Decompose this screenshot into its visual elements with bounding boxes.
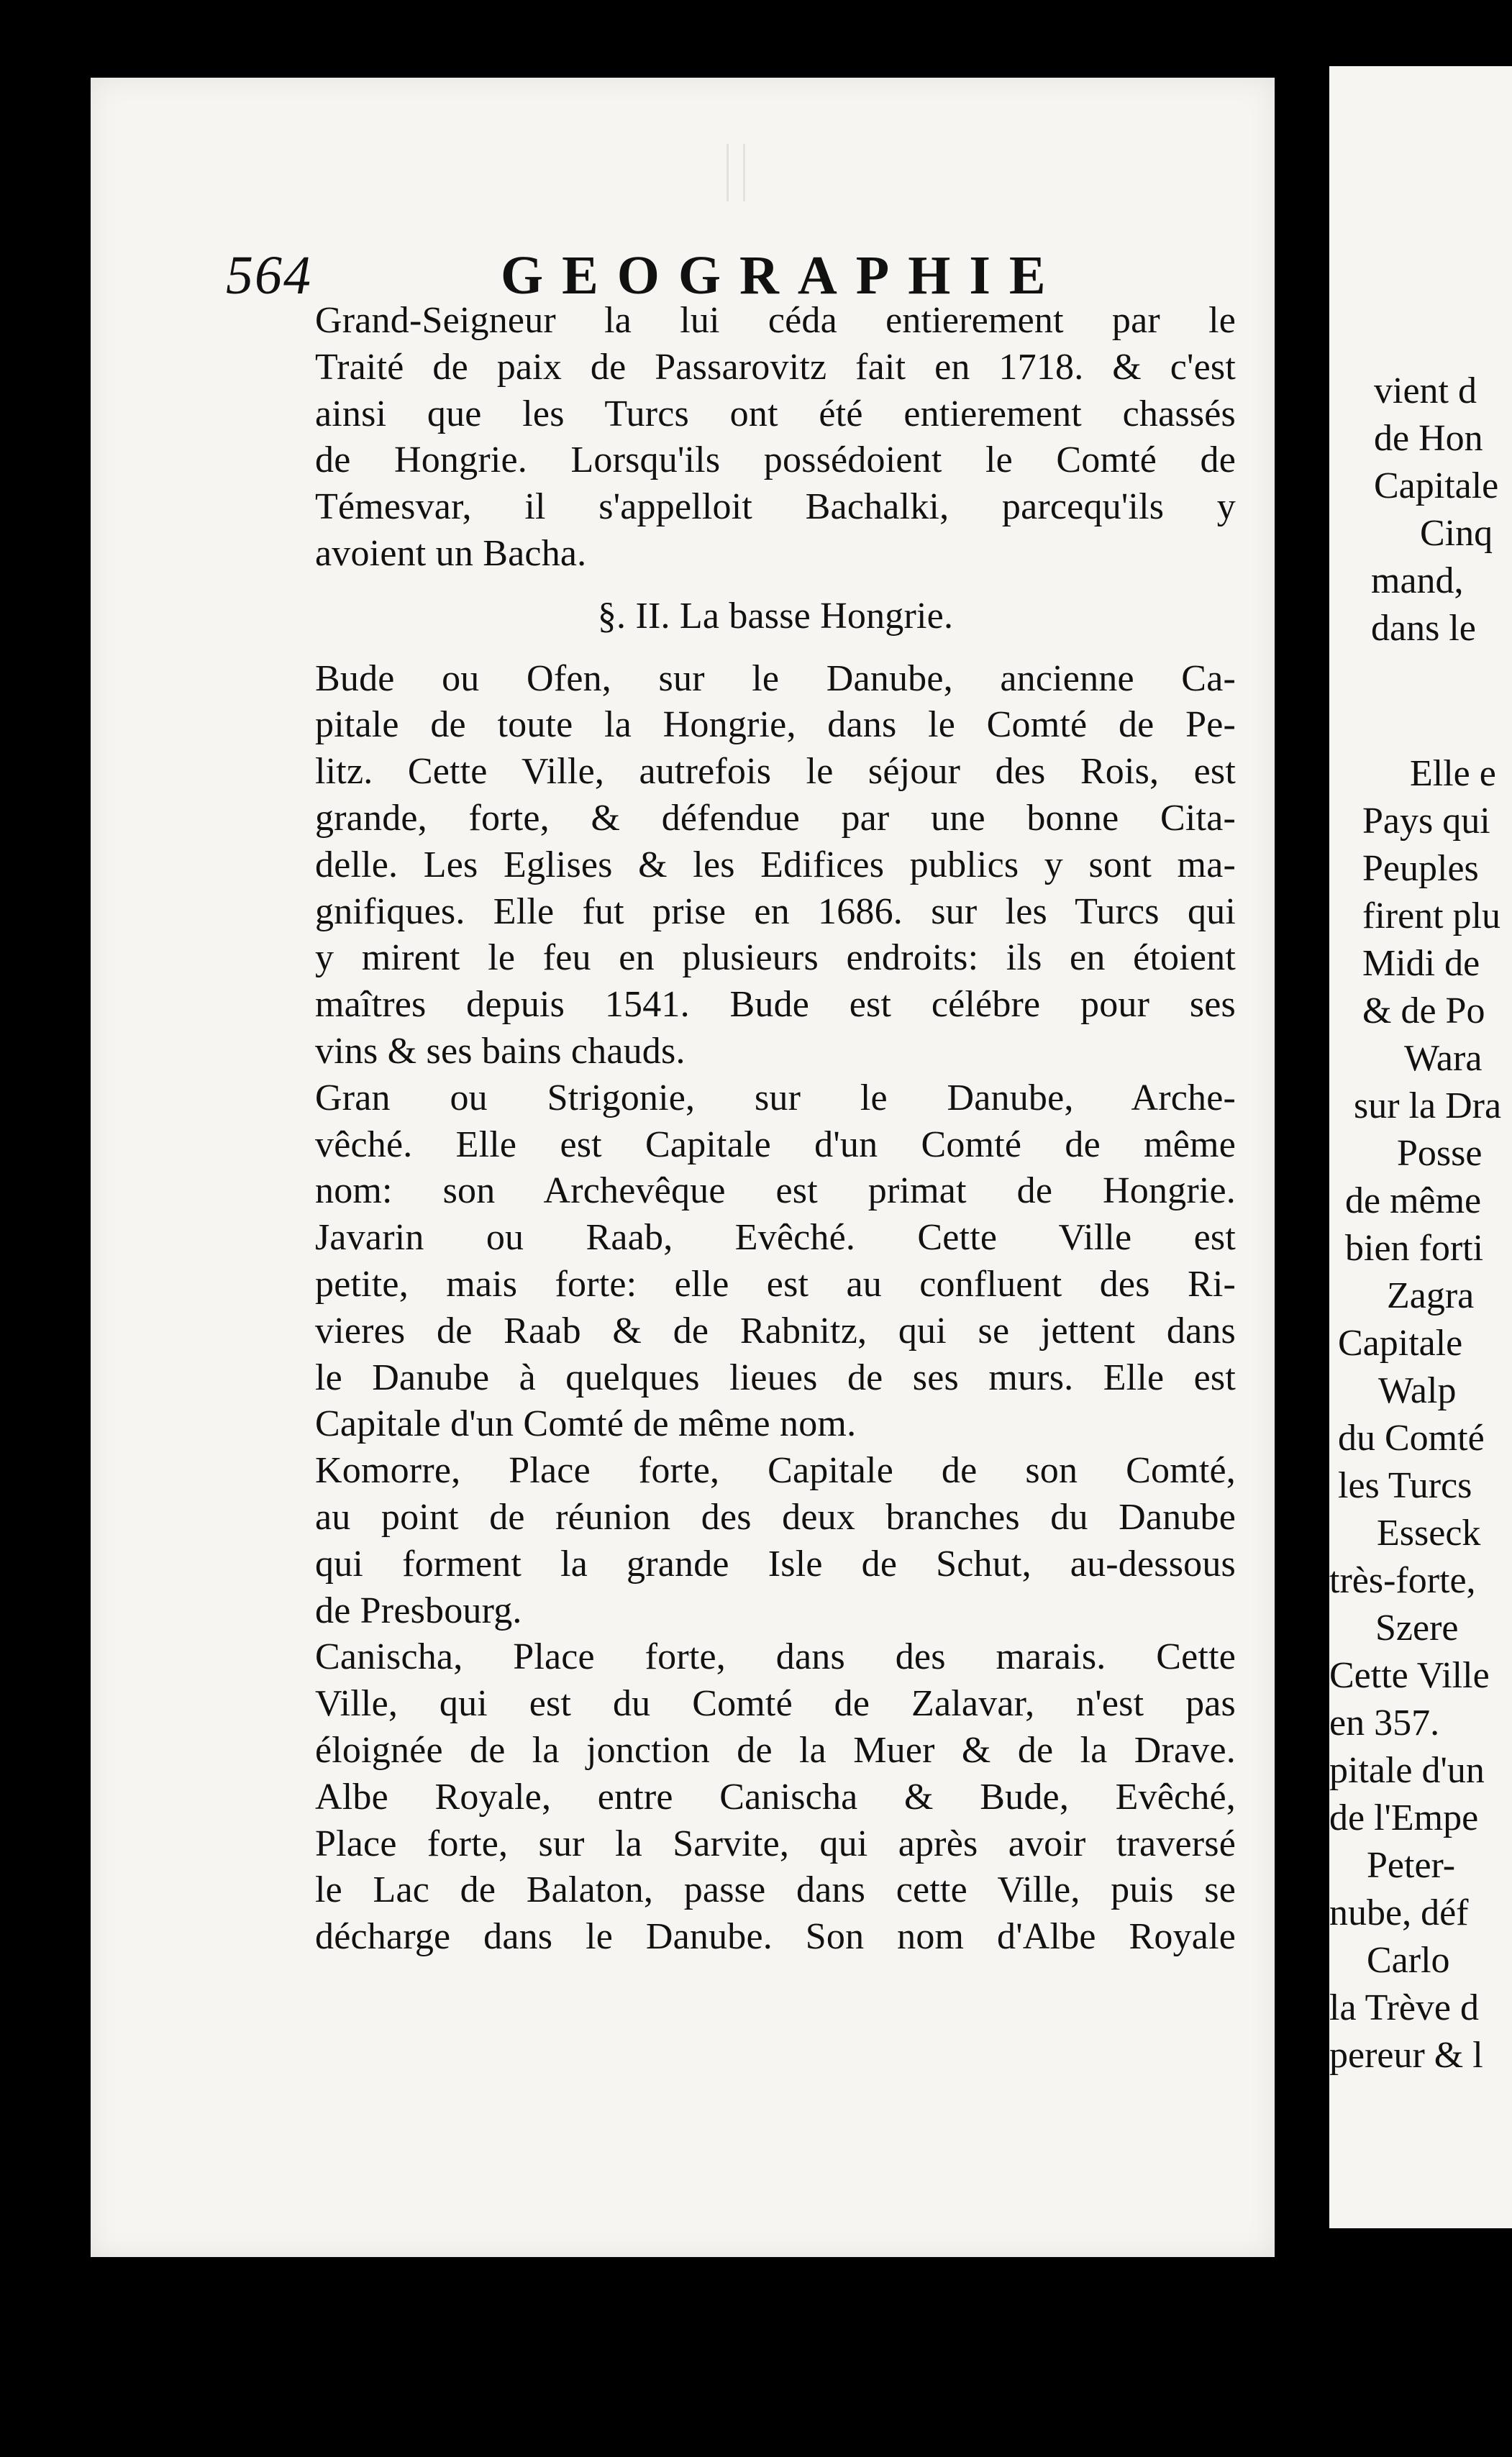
- right-line: Pays qui: [1362, 801, 1490, 842]
- body-text: [315, 298, 1236, 1961]
- right-line: sur la Dra: [1354, 1085, 1502, 1126]
- text-line: Traité de paix de Passarovitz fait en 1718. & c'est: [315, 346, 1236, 388]
- text-line: Bude ou Ofen, sur le Danube, ancienne Ca-: [315, 657, 1236, 699]
- text-line: le Danube à quelques lieues de ses murs. Elle est: [315, 1357, 1236, 1398]
- text-line: vins & ses bains chauds.: [315, 1030, 686, 1072]
- right-line: Capitale: [1374, 465, 1499, 506]
- right-line: Capitale: [1338, 1323, 1463, 1364]
- right-line: firent plu: [1362, 895, 1501, 936]
- right-line: pereur & l: [1329, 2035, 1483, 2076]
- text-line: décharge dans le Danube. Son nom d'Albe Royale: [315, 1916, 1236, 1958]
- text-line: éloignée de la jonction de la Muer & de la Drave.: [315, 1729, 1236, 1771]
- text-line: delle. Les Eglises & les Edifices publics y sont ma-: [315, 844, 1236, 885]
- text-line: Grand-Seigneur la lui céda entierement par le: [315, 300, 1236, 341]
- text-line: vieres de Raab & de Rabnitz, qui se jettent dans: [315, 1310, 1236, 1351]
- text-line: grande, forte, & défendue par une bonne Cita-: [315, 797, 1236, 839]
- text-line: ainsi que les Turcs ont été entierement chassés: [315, 393, 1236, 434]
- text-line: Capitale d'un Comté de même nom.: [315, 1403, 857, 1445]
- text-line: gnifiques. Elle fut prise en 1686. sur les Turcs qui: [315, 890, 1236, 932]
- right-line: Peter-: [1367, 1845, 1456, 1886]
- right-line: Zagra: [1387, 1275, 1475, 1316]
- text-line: Gran ou Strigonie, sur le Danube, Arche-: [315, 1077, 1236, 1118]
- right-line: Wara: [1404, 1038, 1483, 1079]
- right-line: mand,: [1371, 560, 1464, 601]
- text-line: au point de réunion des deux branches du Danube: [315, 1496, 1236, 1538]
- right-line: Peuples: [1362, 848, 1479, 889]
- text-line: pitale de toute la Hongrie, dans le Comté de Pe-: [315, 704, 1236, 746]
- text-line: petite, mais forte: elle est au confluent des Ri-: [315, 1263, 1236, 1305]
- right-line: de même: [1345, 1180, 1482, 1221]
- text-line: maîtres depuis 1541. Bude est célébre pour ses: [315, 984, 1236, 1026]
- right-line: Cette Ville: [1329, 1655, 1490, 1696]
- right-line: Walp: [1378, 1370, 1457, 1411]
- right-line: Esseck: [1377, 1513, 1481, 1554]
- right-page-edge: [1329, 66, 1512, 2228]
- right-line: nube, déf: [1329, 1892, 1469, 1933]
- text-line: y mirent le feu en plusieurs endroits: ils en étoient: [315, 937, 1236, 979]
- text-line: Komorre, Place forte, Capitale de son Comté,: [315, 1450, 1236, 1492]
- text-line: nom: son Archevêque est primat de Hongrie.: [315, 1170, 1236, 1212]
- right-line: Posse: [1397, 1133, 1483, 1174]
- right-line: très-forte,: [1329, 1560, 1476, 1601]
- right-line: & de Po: [1362, 990, 1485, 1031]
- text-line: le Lac de Balaton, passe dans cette Ville, puis se: [315, 1869, 1236, 1911]
- text-line: Javarin ou Raab, Evêché. Cette Ville est: [315, 1217, 1236, 1259]
- right-line: Elle e: [1410, 753, 1496, 794]
- right-line: Midi de: [1362, 943, 1480, 984]
- right-line: pitale d'un: [1329, 1750, 1485, 1791]
- text-line: Albe Royale, entre Canischa & Bude, Evêché,: [315, 1776, 1236, 1818]
- right-line: dans le: [1371, 608, 1476, 649]
- right-line: les Turcs: [1338, 1465, 1472, 1506]
- section-heading: §. II. La basse Hongrie.: [597, 595, 954, 637]
- text-line: Canischa, Place forte, dans des marais. Cette: [315, 1636, 1236, 1678]
- text-line: de Presbourg.: [315, 1590, 522, 1631]
- running-title: GEOGRAPHIE: [501, 245, 1065, 306]
- right-line: Szere: [1375, 1608, 1459, 1649]
- text-line: qui forment la grande Isle de Schut, au-dessous: [315, 1543, 1236, 1585]
- text-line: de Hongrie. Lorsqu'ils possédoient le Comté de: [315, 439, 1236, 481]
- text-line: Place forte, sur la Sarvite, qui après avoir traversé: [315, 1823, 1236, 1864]
- right-line: en 357.: [1329, 1702, 1440, 1743]
- right-line: vient d: [1374, 370, 1477, 411]
- right-line: de l'Empe: [1329, 1797, 1479, 1838]
- right-line: du Comté: [1338, 1418, 1485, 1459]
- right-line: Cinq: [1420, 513, 1493, 554]
- text-line: litz. Cette Ville, autrefois le séjour des Rois, est: [315, 751, 1236, 793]
- right-line: la Trève d: [1329, 1987, 1479, 2028]
- right-line: de Hon: [1374, 418, 1483, 459]
- text-line: Témesvar, il s'appelloit Bachalki, parcequ'ils y: [315, 486, 1236, 528]
- text-line: Ville, qui est du Comté de Zalavar, n'est pas: [315, 1683, 1236, 1725]
- right-line: Carlo: [1367, 1940, 1450, 1981]
- show-through-mark: [727, 144, 745, 201]
- right-line: bien forti: [1345, 1228, 1484, 1269]
- text-line: vêché. Elle est Capitale d'un Comté de même: [315, 1123, 1236, 1165]
- text-line: avoient un Bacha.: [315, 532, 587, 574]
- page-number: 564: [226, 245, 312, 306]
